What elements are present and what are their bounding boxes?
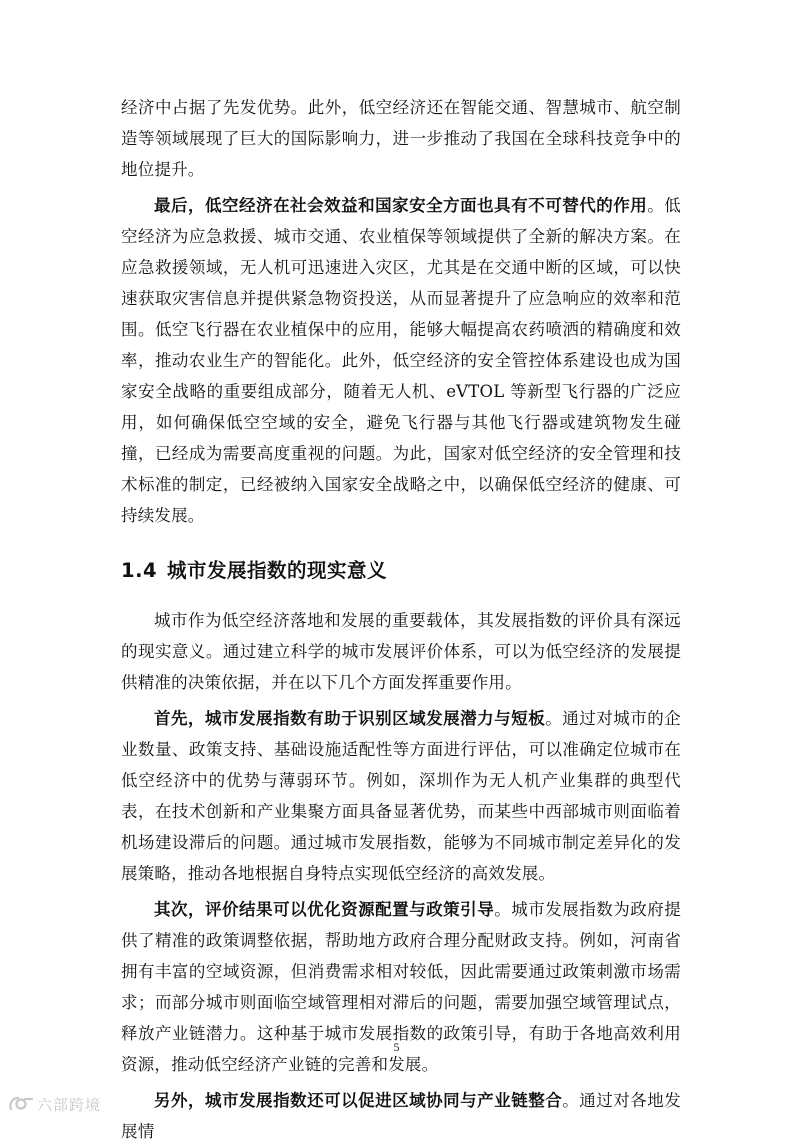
page-number: 5	[393, 1040, 400, 1054]
paragraph-lead-bold: 其次，评价结果可以优化资源配置与政策引导	[154, 900, 495, 919]
paragraph-lead-bold: 首先，城市发展指数有助于识别区域发展潜力与短板	[154, 709, 546, 728]
page-body	[121, 92, 681, 1147]
paragraph-third	[121, 1085, 681, 1147]
section-number: 1.4	[121, 559, 158, 582]
paragraph-first	[121, 703, 681, 889]
paragraph-lead-bold: 最后，低空经济在社会效益和国家安全方面也具有不可替代的作用	[154, 196, 648, 215]
paragraph-body: 。通过对各地发展情	[121, 1091, 681, 1141]
paragraph-lead-bold: 另外，城市发展指数还可以促进区域协同与产业链整合	[154, 1091, 563, 1110]
paragraph-body: 。通过对城市的企业数量、政策支持、基础设施适配性等方面进行评估，可以准确定位城市在低空经济中的优势与薄弱环节。例如，深圳作为无人机产业集群的典型代表，在技术创新和产业集聚方面具备显著优势，而某些中西部城市则面临着机场建设滞后的问题。通过城市发展指数，能够为不同城市制定差异化的发展策略，推动各地根据自身特点实现低空经济的高效发展。	[121, 709, 681, 883]
paragraph-social-security	[121, 190, 681, 531]
section-title: 城市发展指数的现实意义	[167, 559, 388, 582]
paragraph-intro: 城市作为低空经济落地和发展的重要载体，其发展指数的评价具有深远的现实意义。通过建立科学的城市发展评价体系，可以为低空经济的发展提供精准的决策依据，并在以下几个方面发挥重要作用。	[121, 611, 681, 692]
watermark	[8, 1093, 101, 1115]
watermark-text: 六部跨境	[37, 1095, 102, 1114]
section-heading	[121, 556, 681, 586]
brand-logo-icon	[8, 1095, 34, 1113]
paragraph-body: 。低空经济为应急救援、城市交通、农业植保等领域提供了全新的解决方案。在应急救援领域，无人机可迅速进入灾区，尤其是在交通中断的区域，可以快速获取灾害信息并提供紧急物资投送，从而显著提升了应急响应的效率和范围。低空飞行器在农业植保中的应用，能够大幅提高农药喷洒的精确度和效率，推动农业生产的智能化。此外，低空经济的安全管控体系建设也成为国家安全战略的重要组成部分，随着无人机、eVTOL 等新型飞行器的广泛应用，如何确保低空空域的安全，避免飞行器与其他飞行器或建筑物发生碰撞，已经成为需要高度重视的问题。为此，国家对低空经济的安全管理和技术标准的制定，已经被纳入国家安全战略之中，以确保低空经济的健康、可持续发展。	[121, 196, 681, 525]
paragraph-body: 。城市发展指数为政府提供了精准的政策调整依据，帮助地方政府合理分配财政支持。例如，河南省拥有丰富的空域资源，但消费需求相对较低，因此需要通过政策刺激市场需求；而部分城市则面临空域管理相对滞后的问题，需要加强空域管理试点，释放产业链潜力。这种基于城市发展指数的政策引导，有助于各地高效利用资源，推动低空经济产业链的完善和发展。	[121, 900, 682, 1074]
paragraph-continuation: 经济中占据了先发优势。此外，低空经济还在智能交通、智慧城市、航空制造等领域展现了巨大的国际影响力，进一步推动了我国在全球科技竞争中的地位提升。	[121, 98, 681, 179]
